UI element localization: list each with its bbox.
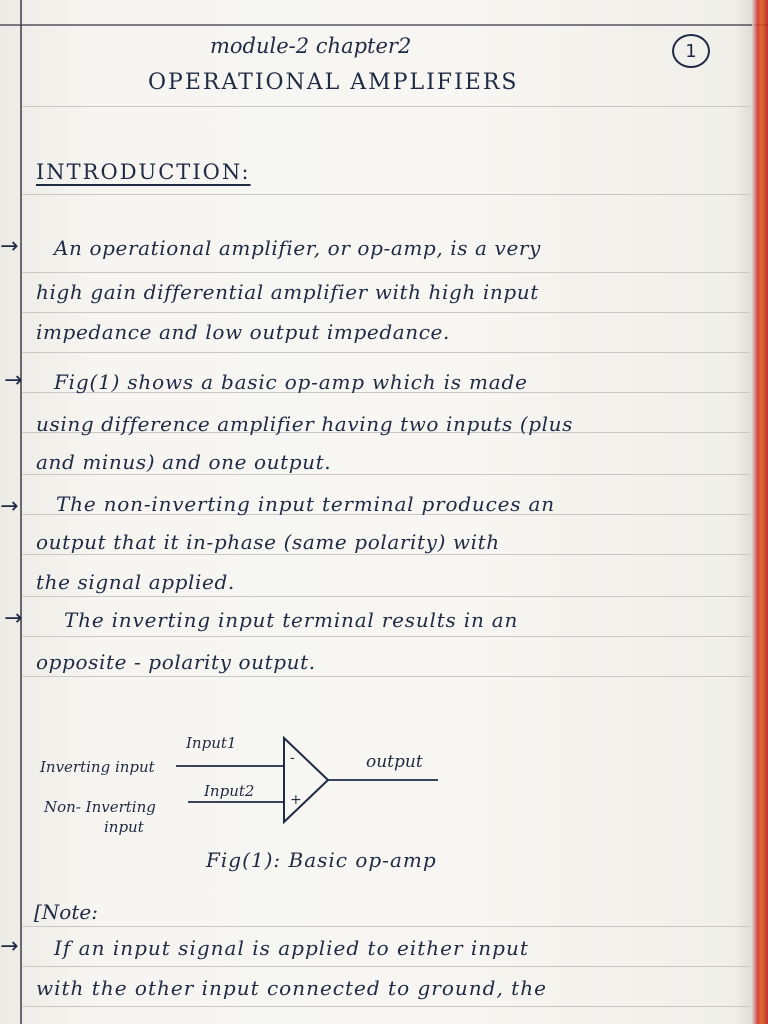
- figure-caption: Fig(1): Basic op-amp: [206, 848, 437, 872]
- inverting-input-label: Inverting input: [40, 758, 155, 776]
- output-label: output: [366, 752, 423, 772]
- bullet-1-line-3: impedance and low output impedance.: [36, 320, 450, 344]
- bullet-arrow: →: [0, 234, 19, 259]
- bullet-arrow: →: [4, 368, 23, 393]
- minus-sign: -: [290, 750, 295, 766]
- bullet-2-line-1: Fig(1) shows a basic op-amp which is made: [54, 370, 528, 394]
- bullet-1-line-1: An operational amplifier, or op-amp, is a very: [54, 236, 541, 260]
- note-line-2: with the other input connected to ground, the: [36, 976, 547, 1000]
- bullet-arrow: →: [4, 606, 23, 631]
- input2-label: Input2: [204, 782, 255, 800]
- section-heading: INTRODUCTION:: [36, 160, 251, 184]
- noninverting-input-label-2: input: [104, 818, 144, 836]
- bullet-4-line-1: The inverting input terminal results in an: [64, 608, 519, 632]
- bullet-3-line-3: the signal applied.: [36, 570, 235, 594]
- bullet-2-line-3: and minus) and one output.: [36, 450, 332, 474]
- plus-sign: +: [290, 792, 302, 808]
- page-number: 1: [672, 34, 710, 68]
- noninverting-input-label-1: Non- Inverting: [44, 798, 156, 816]
- module-chapter-label: module-2 chapter2: [210, 34, 412, 58]
- note-heading: [Note:: [34, 900, 98, 924]
- bullet-arrow: →: [0, 494, 19, 519]
- bullet-4-line-2: opposite - polarity output.: [36, 650, 316, 674]
- input1-label: Input1: [186, 734, 237, 752]
- note-line-1: If an input signal is applied to either input: [54, 936, 529, 960]
- bullet-2-line-2: using difference amplifier having two inputs (plus: [36, 412, 573, 436]
- bullet-3-line-1: The non-inverting input terminal produces an: [56, 492, 555, 516]
- bullet-1-line-2: high gain differential amplifier with high input: [36, 280, 539, 304]
- bullet-3-line-2: output that it in-phase (same polarity) with: [36, 530, 500, 554]
- page-title: OPERATIONAL AMPLIFIERS: [148, 70, 519, 95]
- bullet-arrow: →: [0, 934, 19, 959]
